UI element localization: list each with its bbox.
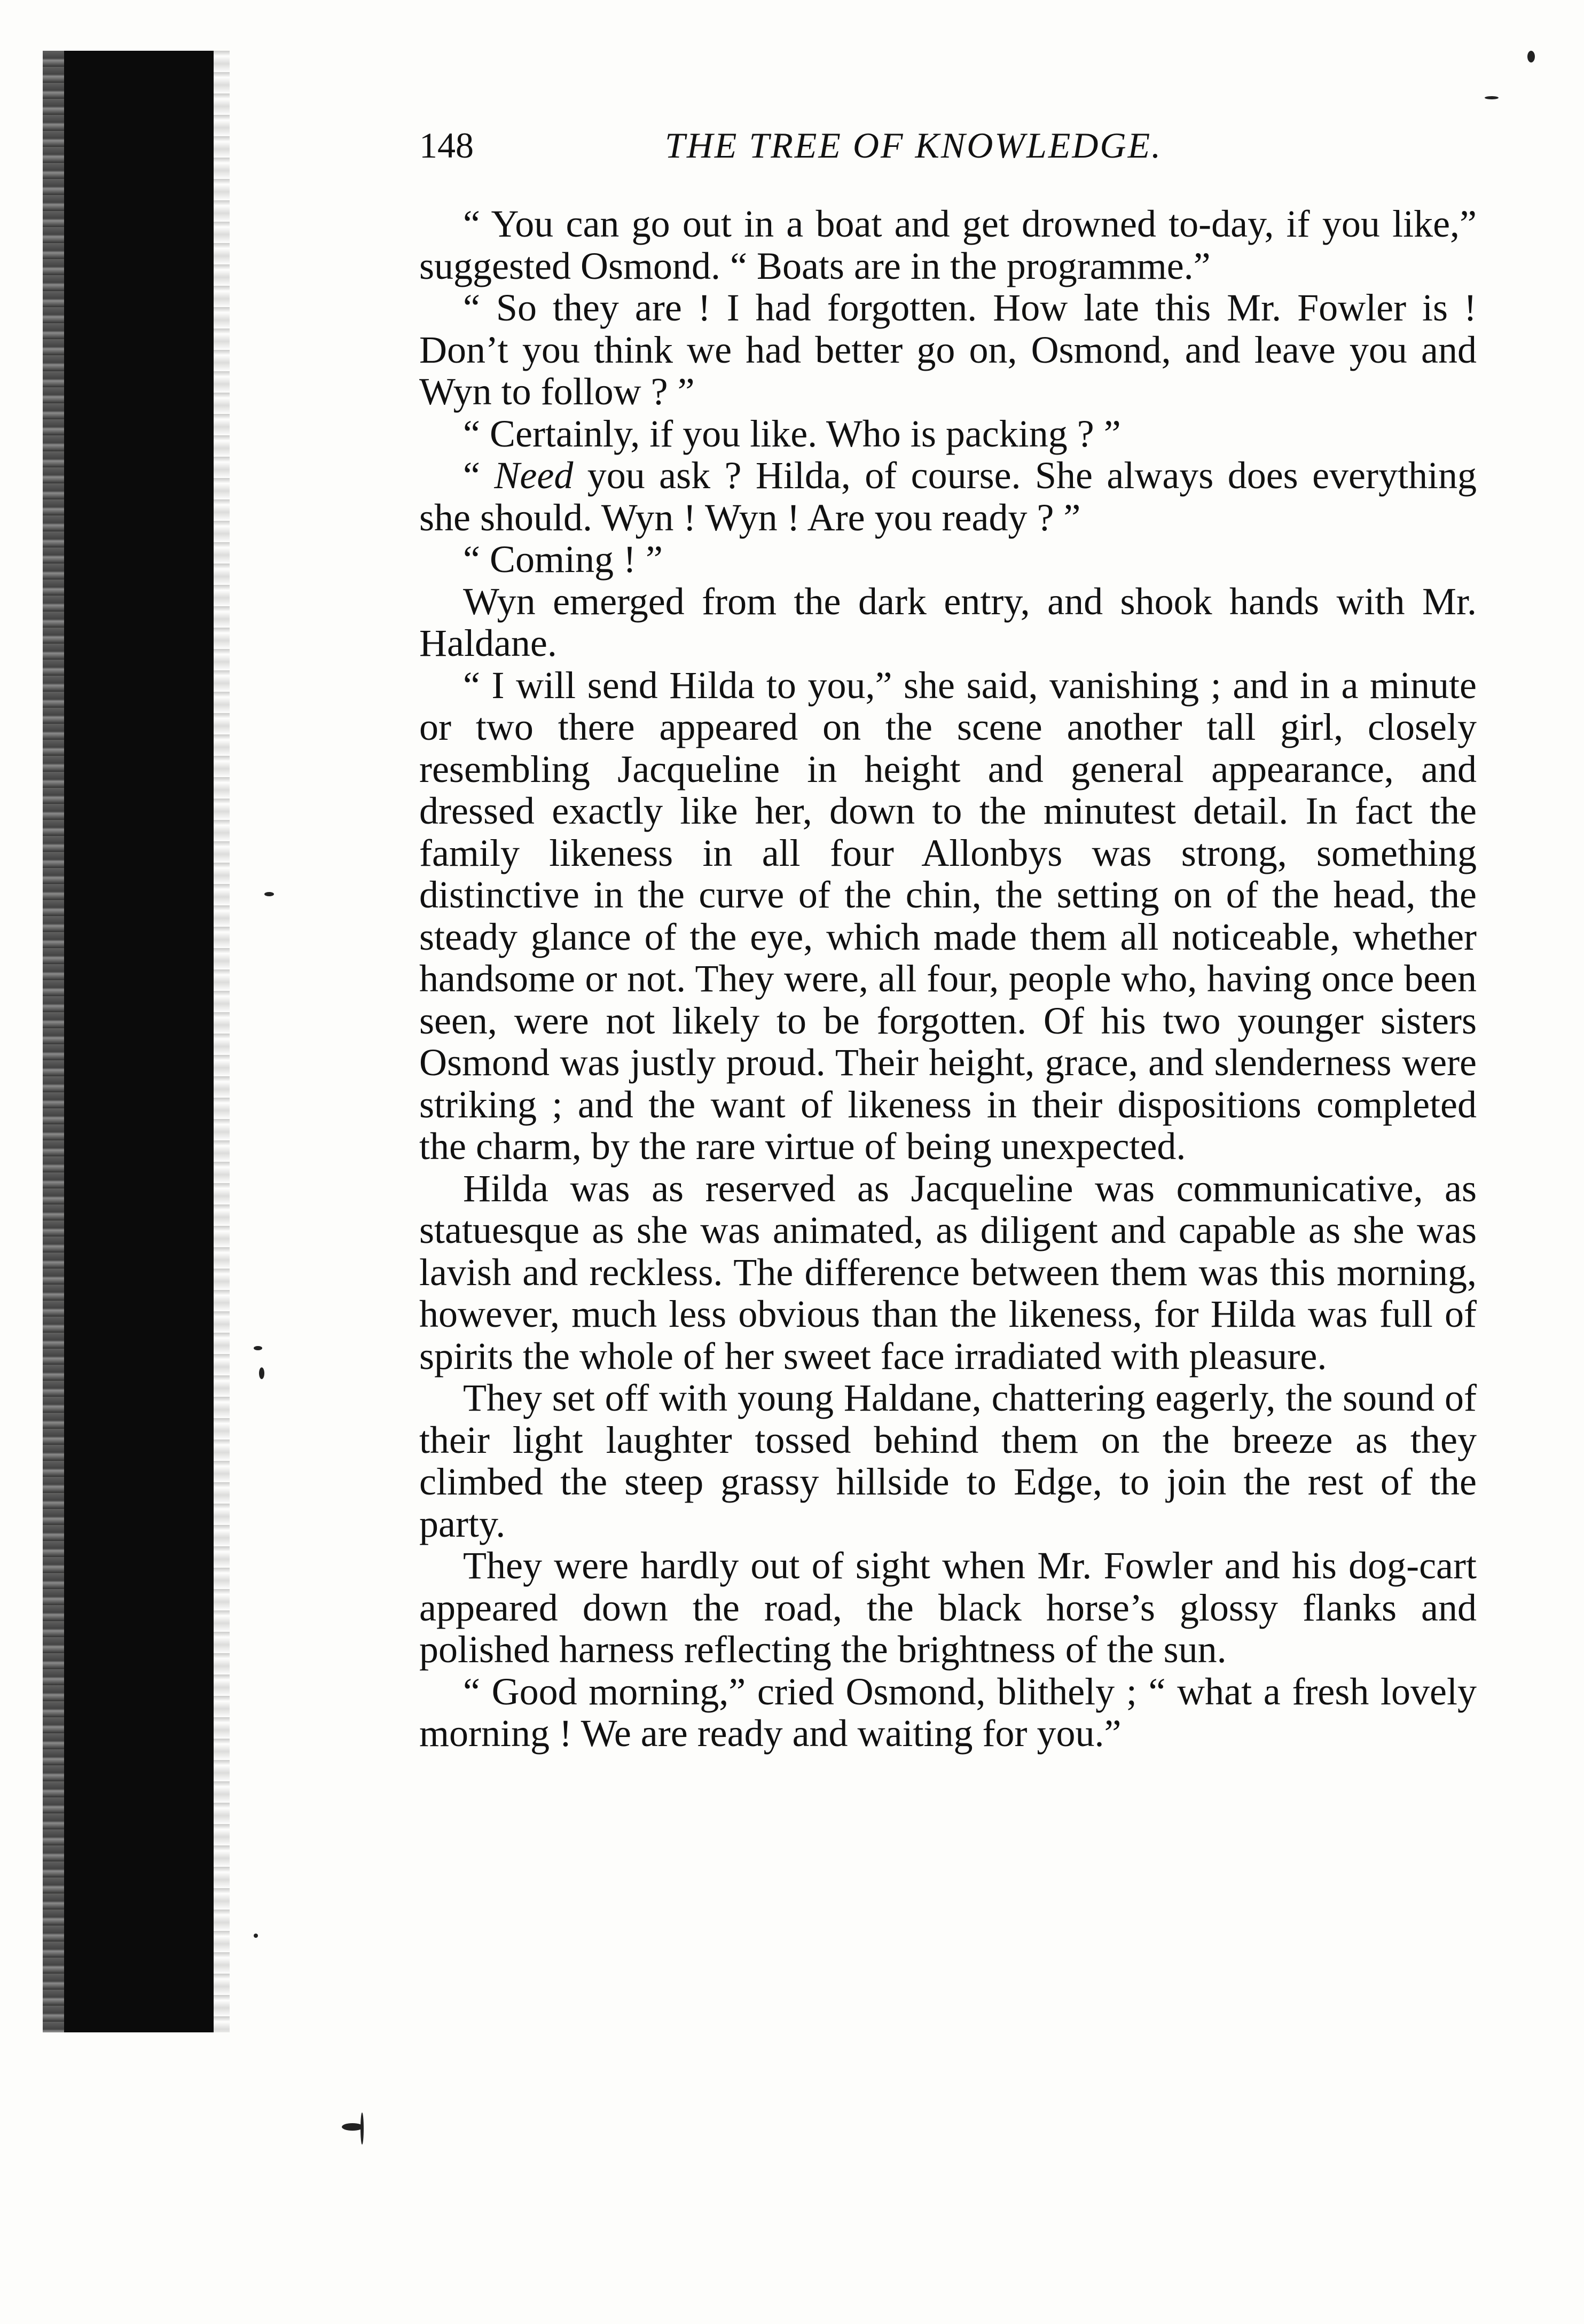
paragraph [419, 455, 1477, 538]
paragraph: Hilda was as reserved as Jacqueline was communicative, as statuesque as she was animated, as diligent and capable as she was lavish and reckless. The difference between them was this morning, however, much less obvious than the likeness, for Hilda was full of spirits the whole of her sweet face irradiated with pleasure. [419, 1167, 1477, 1378]
book-binding-shadow [64, 51, 214, 2032]
paragraph-lead: “ [463, 454, 495, 497]
scan-speck [360, 2112, 364, 2145]
paragraph: They were hardly out of sight when Mr. Fowler and his dog-cart appeared down the road, the black horse’s glossy flanks and polished harness reflecting the brightness of the sun. [419, 1544, 1477, 1671]
paragraph: “ I will send Hilda to you,” she said, vanishing ; and in a minute or two there appeared on the scene another tall girl, closely resembling Jacqueline in height and general appearance, and dressed exactly like her, down to the minutest detail. In fact the family likeness in all four Allonbys was strong, something distinctive in the curve of the chin, the setting on of the head, the steady glance of the eye, which made them all noticeable, whether handsome or not. They were, all four, people who, having once been seen, were not likely to be forgotten. Of his two younger sisters Osmond was justly proud. Their height, grace, and slenderness were striking ; and the want of likeness in their dispositions completed the charm, by the rare virtue of being unexpected. [419, 663, 1477, 1168]
page-number: 148 [419, 125, 474, 166]
paragraph: “ So they are ! I had forgotten. How late this Mr. Fowler is ! Don’t you think we had better go on, Osmond, and leave you and Wyn to follow ? ” [419, 286, 1477, 413]
binding-edge [43, 51, 64, 2032]
paragraph: “ Good morning,” cried Osmond, blithely ; “ what a fresh lovely morning ! We are ready and waiting for you.” [419, 1670, 1477, 1755]
paragraph: They set off with young Haldane, chattering eagerly, the sound of their light laughter tossed behind them on the breeze as they climbed the steep grassy hillside to Edge, to join the rest of the party. [419, 1376, 1477, 1545]
body-text [419, 203, 1477, 1755]
page-header [419, 119, 1236, 172]
emphasized-word: Need [494, 454, 574, 497]
scan-speck [1527, 51, 1535, 62]
paragraph: “ You can go out in a boat and get drowned to-day, if you like,” suggested Osmond. “ Boats are in the programme.” [419, 202, 1477, 287]
paragraph: “ Certainly, if you like. Who is packing ? ” [463, 412, 1121, 455]
running-title: THE TREE OF KNOWLEDGE. [665, 125, 1163, 166]
paragraph-rest: you ask ? Hilda, of course. She always does everything she should. Wyn ! Wyn ! Are you ready ? ” [419, 454, 1477, 539]
scan-speck [342, 2123, 363, 2131]
paragraph: “ Coming ! ” [463, 538, 663, 581]
scan-speck [254, 1346, 262, 1350]
scan-speck [264, 892, 274, 896]
paragraph: Wyn emerged from the dark entry, and shook hands with Mr. Haldane. [419, 580, 1477, 664]
binding-fringe [214, 51, 230, 2032]
scan-speck [254, 1934, 258, 1938]
scan-speck [259, 1367, 264, 1379]
scan-speck [1485, 96, 1499, 99]
